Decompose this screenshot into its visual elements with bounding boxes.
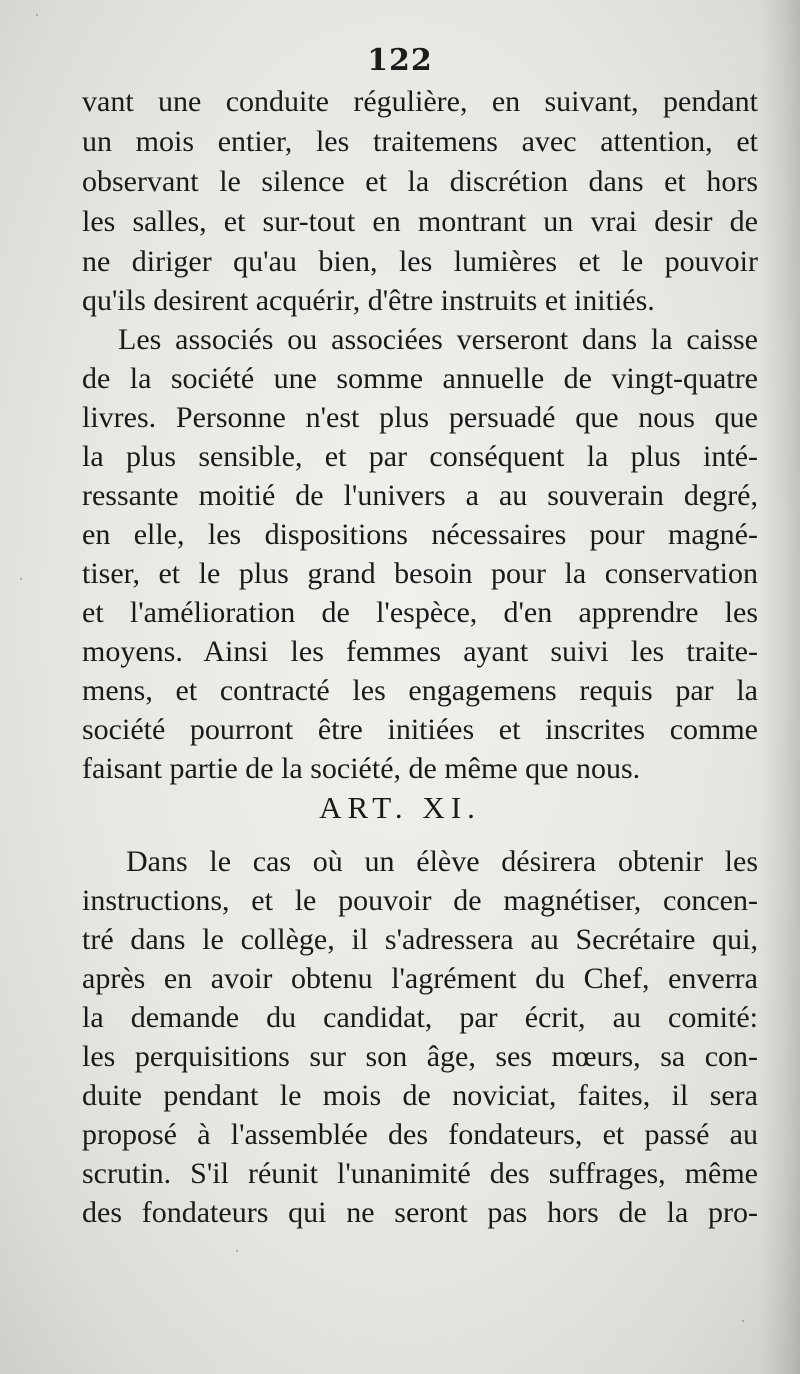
paper-speck [36, 14, 38, 16]
paragraph-2-line-2: de la société une somme annuelle de vingt-quatre [82, 362, 758, 395]
paragraph-1-line-1: vant une conduite régulière, en suivant, pendant [82, 85, 758, 118]
paragraph-1-line-4: les salles, et sur-tout en montrant un vrai desir de [82, 205, 758, 238]
paragraph-3-line-3: tré dans le collège, il s'adressera au Secrétaire qui, [82, 923, 758, 956]
paragraph-1-line-2: un mois entier, les traitemens avec attention, et [82, 125, 758, 158]
paragraph-3-line-7: duite pendant le mois de noviciat, faites, il sera [82, 1079, 758, 1112]
paragraph-2-line-4: la plus sensible, et par conséquent la plus inté- [82, 440, 758, 473]
paragraph-3-line-1: Dans le cas où un élève désirera obtenir les [126, 845, 758, 878]
paragraph-1-line-3: observant le silence et la discrétion dans et hors [82, 165, 758, 198]
paragraph-2-line-11: société pourront être initiées et inscrites comme [82, 713, 758, 746]
paper-speck [236, 1250, 238, 1252]
paragraph-2-line-8: et l'amélioration de l'espèce, d'en apprendre les [82, 596, 758, 629]
paragraph-2-line-1: Les associés ou associées verseront dans la caisse [118, 323, 758, 356]
paragraph-2-line-7: tiser, et le plus grand besoin pour la conservation [82, 557, 758, 590]
paragraph-1-line-5: ne diriger qu'au bien, les lumières et le pouvoir [82, 245, 758, 278]
paragraph-3-line-10: des fondateurs qui ne seront pas hors de la pro- [82, 1196, 758, 1229]
paragraph-3-line-4: après en avoir obtenu l'agrément du Chef, enverra [82, 962, 758, 995]
paragraph-3-line-2: instructions, et le pouvoir de magnétiser, concen- [82, 884, 758, 917]
paragraph-2-line-3: livres. Personne n'est plus persuadé que nous que [82, 401, 758, 434]
paper-speck [20, 578, 22, 580]
page-number: 122 [367, 43, 433, 78]
paragraph-3-line-9: scrutin. S'il réunit l'unanimité des suffrages, même [82, 1157, 758, 1190]
paragraph-2-line-9: moyens. Ainsi les femmes ayant suivi les traite- [82, 635, 758, 668]
paragraph-3-line-5: la demande du candidat, par écrit, au comité: [82, 1001, 758, 1034]
article-heading: ART. XI. [319, 790, 481, 825]
paragraph-2-line-6: en elle, les dispositions nécessaires pour magné- [82, 518, 758, 551]
paragraph-3-line-6: les perquisitions sur son âge, ses mœurs, sa con- [82, 1040, 758, 1073]
paper-speck [742, 1320, 744, 1322]
paragraph-1-line-6: qu'ils desirent acquérir, d'être instruits et initiés. [82, 284, 655, 317]
paragraph-2-line-5: ressante moitié de l'univers a au souverain degré, [82, 479, 758, 512]
paragraph-2-line-10: mens, et contracté les engagemens requis par la [82, 674, 758, 707]
paragraph-3-line-8: proposé à l'assemblée des fondateurs, et passé au [82, 1118, 758, 1151]
page-edge-shadow [760, 0, 800, 1374]
paragraph-2-line-12: faisant partie de la société, de même que nous. [82, 752, 641, 785]
